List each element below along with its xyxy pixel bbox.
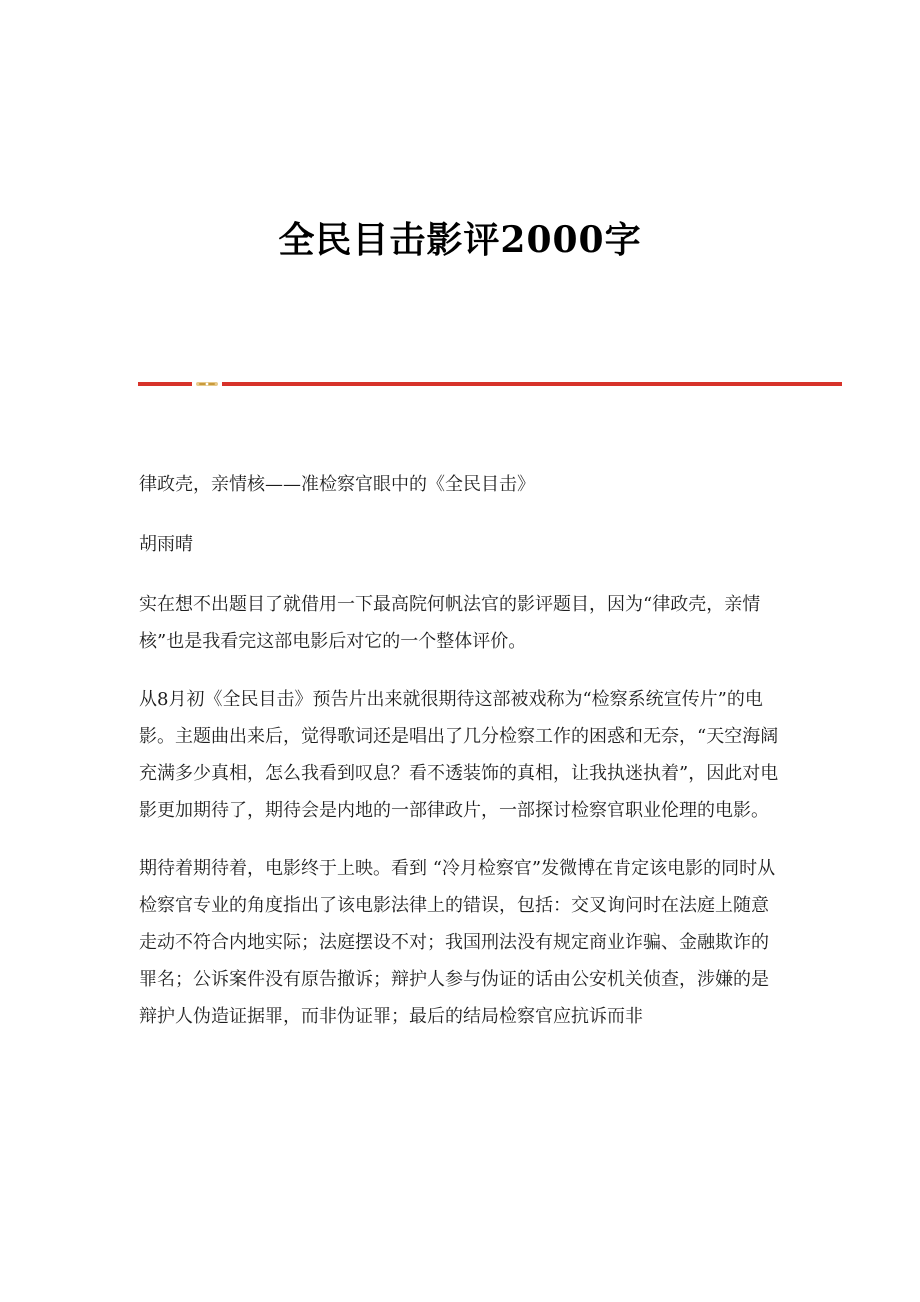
- page-title: 全民目击影评2000字: [278, 219, 642, 261]
- article-body: [139, 466, 781, 1056]
- paragraph-1: 实在想不出题目了就借用一下最高院何帆法官的影评题目，因为“律政壳，亲情核”也是我看完这部电影后对它的一个整体评价。: [139, 594, 761, 652]
- divider-bar-right: [222, 382, 842, 386]
- divider-bar-left: [138, 382, 192, 386]
- article-author: 胡雨晴: [139, 534, 193, 555]
- paragraph-2: 从8月初《全民目击》预告片出来就很期待这部被戏称为“检察系统宣传片”的电影。主题曲出来后，觉得歌词还是唱出了几分检察工作的困惑和无奈，“天空海阔充满多少真相，怎么我看到叹息？看不透装饰的真相，让我执迷执着”，因此对电影更加期待了，期待会是内地的一部律政片，一部探讨检察官职业伦理的电影。: [139, 689, 779, 821]
- divider-ornament-icon: [196, 381, 218, 387]
- article-subtitle: 律政壳，亲情核——准检察官眼中的《全民目击》: [139, 474, 535, 495]
- title-divider: [138, 381, 842, 387]
- paragraph-3: 期待着期待着，电影终于上映。看到 “冷月检察官”发微博在肯定该电影的同时从检察官专业的角度指出了该电影法律上的错误，包括：交叉询问时在法庭上随意走动不符合内地实际；法庭摆设不对；我国刑法没有规定商业诈骗、金融欺诈的罪名；公诉案件没有原告撤诉；辩护人参与伪证的话由公安机关侦查，涉嫌的是辩护人伪造证据罪，而非伪证罪；最后的结局检察官应抗诉而非: [139, 858, 776, 1027]
